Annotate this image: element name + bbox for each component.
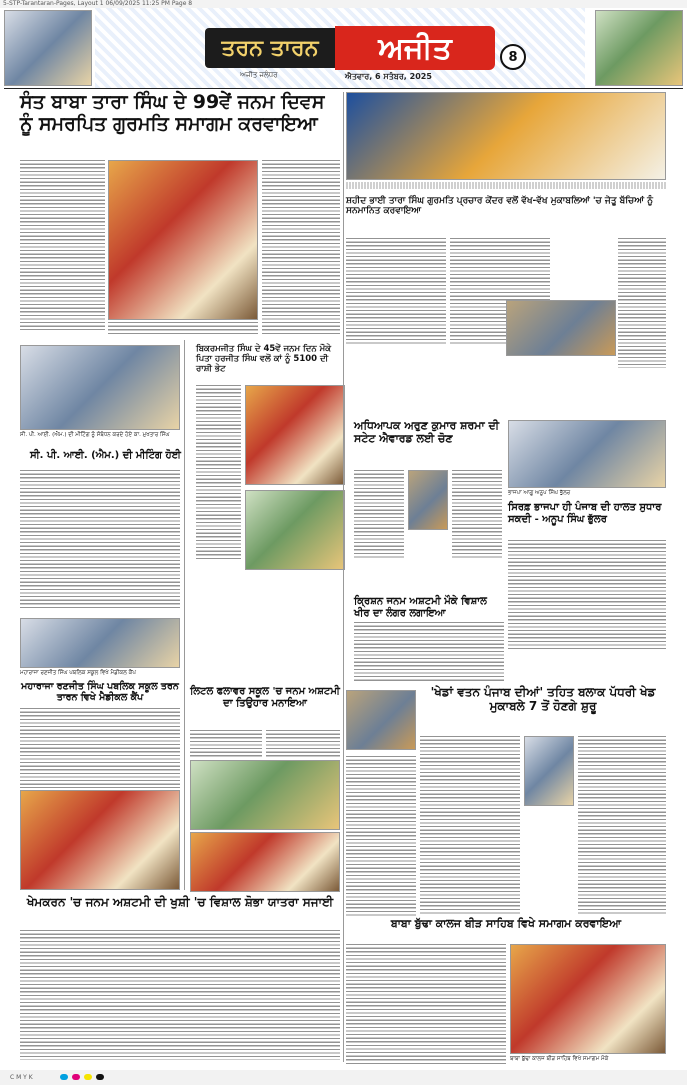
- edition-date: ਐਤਵਾਰ, 6 ਸਤੰਬਰ, 2025: [345, 72, 432, 81]
- photo-story-2b: [506, 300, 616, 356]
- black-swatch: [96, 1074, 104, 1080]
- story-headline-3: ਬਿਕਰਮਜੀਤ ਸਿੰਘ ਦੇ 45ਵੇਂ ਜਨਮ ਦਿਨ ਮੌਕੇ ਪਿਤਾ ਹਰਜੀਤ ਸਿੰਘ ਵਲੋਂ ਕਾਂ ਨੂੰ 5100 ਦੀ ਰਾਸ਼ੀ ਭੇਟ: [196, 344, 332, 374]
- column-rule: [184, 340, 185, 890]
- story-headline-5: ਅਧਿਆਪਕ ਅਰੁਣ ਕੁਮਾਰ ਸ਼ਰਮਾ ਦੀ ਸਟੇਟ ਐਵਾਰਡ ਲਈ ਚੋਣ: [354, 419, 500, 445]
- story-body-3: [196, 385, 241, 560]
- story-headline-12: ਖੇਮਕਰਨ 'ਚ ਜਨਮ ਅਸ਼ਟਮੀ ਦੀ ਖੁਸ਼ੀ 'ਚ ਵਿਸ਼ਾਲ ਸ਼ੋਭਾ ਯਾਤਰਾ ਸਜਾਈ: [26, 895, 334, 909]
- photo-little-flower-2: [190, 832, 340, 892]
- photo-arun-sharma: [408, 470, 448, 530]
- story-body-6: [508, 540, 666, 650]
- story-body-9b: [266, 730, 340, 758]
- story-headline-9: ਲਿਟਲ ਫਲਾਵਰ ਸਕੂਲ 'ਚ ਜਨਮ ਅਸ਼ਟਮੀ ਦਾ ਤਿਉਹਾਰ ਮਨਾਇਆ: [190, 686, 340, 709]
- story-body-9a: [190, 730, 262, 758]
- caption-bhullar: ਭਾਜਪਾ ਆਗੂ ਅਨੂਪ ਸਿੰਘ ਭੁੱਲਰ: [508, 490, 571, 496]
- masthead-rule: [4, 88, 683, 89]
- caption-medical: ਮਹਾਰਾਜਾ ਰਣਜੀਤ ਸਿੰਘ ਪਬਲਿਕ ਸਕੂਲ ਵਿਖੇ ਮੈਡੀਕਲ ਕੈਂਪ: [20, 670, 136, 676]
- story-body-5a: [354, 470, 404, 560]
- print-footer: C M Y K: [0, 1070, 687, 1085]
- story-headline-6: ਸਿਰਫ਼ ਭਾਜਪਾ ਹੀ ਪੰਜਾਬ ਦੀ ਹਾਲਤ ਸੁਧਾਰ ਸਕਦੀ - ਅਨੂਪ ਸਿੰਘ ਭੁੱਲਰ: [508, 502, 662, 525]
- story-body-12: [20, 930, 340, 1060]
- file-header: 5-STP-Tarantaran-Pages, Layout 1 06/09/2025 11:25 PM Page 8: [0, 0, 687, 8]
- photo-story-2: [346, 92, 666, 180]
- story-body-2a: [346, 238, 446, 346]
- photo-cpim: [20, 345, 180, 430]
- story-headline-4: ਸੀ. ਪੀ. ਆਈ. (ਐਮ.) ਦੀ ਮੀਟਿੰਗ ਹੋਈ: [30, 450, 181, 461]
- masthead-right-photo: [595, 10, 683, 86]
- story-body-10a: [420, 736, 520, 916]
- photo-little-flower: [190, 760, 340, 830]
- photo-medical-camp: [20, 618, 180, 668]
- column-rule: [343, 92, 344, 1062]
- masthead-left-photo: [4, 10, 92, 86]
- photo-khedan-official: [524, 736, 574, 806]
- edition-name: ਤਰਨ ਤਾਰਨ: [205, 28, 335, 68]
- story-body-1a: [20, 160, 105, 330]
- photo-caption-2: [346, 182, 666, 189]
- photo-khedan: [346, 690, 416, 750]
- page-number: 8: [500, 44, 526, 70]
- story-body-7: [354, 622, 504, 682]
- photo-story-1: [108, 160, 258, 320]
- photo-story-3b: [245, 490, 345, 570]
- story-body-10c: [346, 756, 416, 916]
- caption-college: ਬਾਬਾ ਬੁੱਢਾ ਕਾਲਜ ਬੀੜ ਸਾਹਿਬ ਵਿਖੇ ਸਮਾਗਮ ਮੌਕੇ: [510, 1056, 609, 1062]
- yellow-swatch: [84, 1074, 92, 1080]
- newspaper-brand: ਅਜੀਤ: [335, 26, 495, 70]
- story-body-2c: [618, 238, 666, 368]
- story-headline-10: 'ਖੇਡਾਂ ਵਤਨ ਪੰਜਾਬ ਦੀਆਂ' ਤਹਿਤ ਬਲਾਕ ਪੱਧਰੀ ਖੇਡ ਮੁਕਾਬਲੇ 7 ਤੋਂ ਹੋਣਗੇ ਸ਼ੁਰੂ: [430, 685, 656, 713]
- photo-bhullar: [508, 420, 666, 488]
- photo-story-3: [245, 385, 345, 485]
- story-headline-1: ਸੰਤ ਬਾਬਾ ਤਾਰਾ ਸਿੰਘ ਦੇ 99ਵੇਂ ਜਨਮ ਦਿਵਸ ਨੂੰ ਸਮਰਪਿਤ ਗੁਰਮਤਿ ਸਮਾਗਮ ਕਰਵਾਇਆ: [20, 91, 325, 135]
- caption-cpim: ਸੀ. ਪੀ. ਆਈ. (ਐਮ.) ਦੀ ਮੀਟਿੰਗ ਨੂੰ ਸੰਬੋਧਨ ਕਰਦੇ ਹੋਏ ਕਾ. ਮੁਖਤਾਰ ਸਿੰਘ: [20, 432, 170, 438]
- cyan-swatch: [60, 1074, 68, 1080]
- story-headline-7: ਕ੍ਰਿਸ਼ਨ ਜਨਮ ਅਸ਼ਟਮੀ ਮੌਕੇ ਵਿਸ਼ਾਲ ਖੀਰ ਦਾ ਲੰਗਰ ਲਗਾਇਆ: [354, 596, 487, 619]
- story-headline-2: ਸ਼ਹੀਦ ਭਾਈ ਤਾਰਾ ਸਿੰਘ ਗੁਰਮਤਿ ਪ੍ਰਚਾਰ ਕੇਂਦਰ ਵਲੋਂ ਵੱਖ-ਵੱਖ ਮੁਕਾਬਲਿਆਂ 'ਚ ਜੇਤੂ ਬੱਚਿਆਂ ਨੂੰ ਸਨਮਾਨਿਤ ਕਰਵਾਇਆ: [346, 196, 654, 217]
- story-headline-11: ਬਾਬਾ ਬੁੱਢਾ ਕਾਲਜ ਬੀੜ ਸਾਹਿਬ ਵਿਖੇ ਸਮਾਗਮ ਕਰਵਾਇਆ: [390, 917, 622, 930]
- story-body-4: [20, 470, 180, 610]
- story-body-11: [346, 944, 506, 1064]
- photo-college: [510, 944, 666, 1054]
- story-body-10b: [578, 736, 666, 916]
- photo-medical-2: [20, 790, 180, 890]
- story-body-8: [20, 708, 180, 788]
- magenta-swatch: [72, 1074, 80, 1080]
- story-body-5b: [452, 470, 502, 560]
- story-body-1c: [108, 322, 258, 336]
- story-body-1b: [262, 160, 340, 335]
- story-headline-8: ਮਹਾਰਾਜਾ ਰਣਜੀਤ ਸਿੰਘ ਪਬਲਿਕ ਸਕੂਲ ਤਰਨ ਤਾਰਨ ਵਿਖੇ ਮੈਡੀਕਲ ਕੈਂਪ: [21, 681, 179, 703]
- masthead-sub: ਅਜੀਤ ਜਲੰਧਰ: [240, 71, 278, 79]
